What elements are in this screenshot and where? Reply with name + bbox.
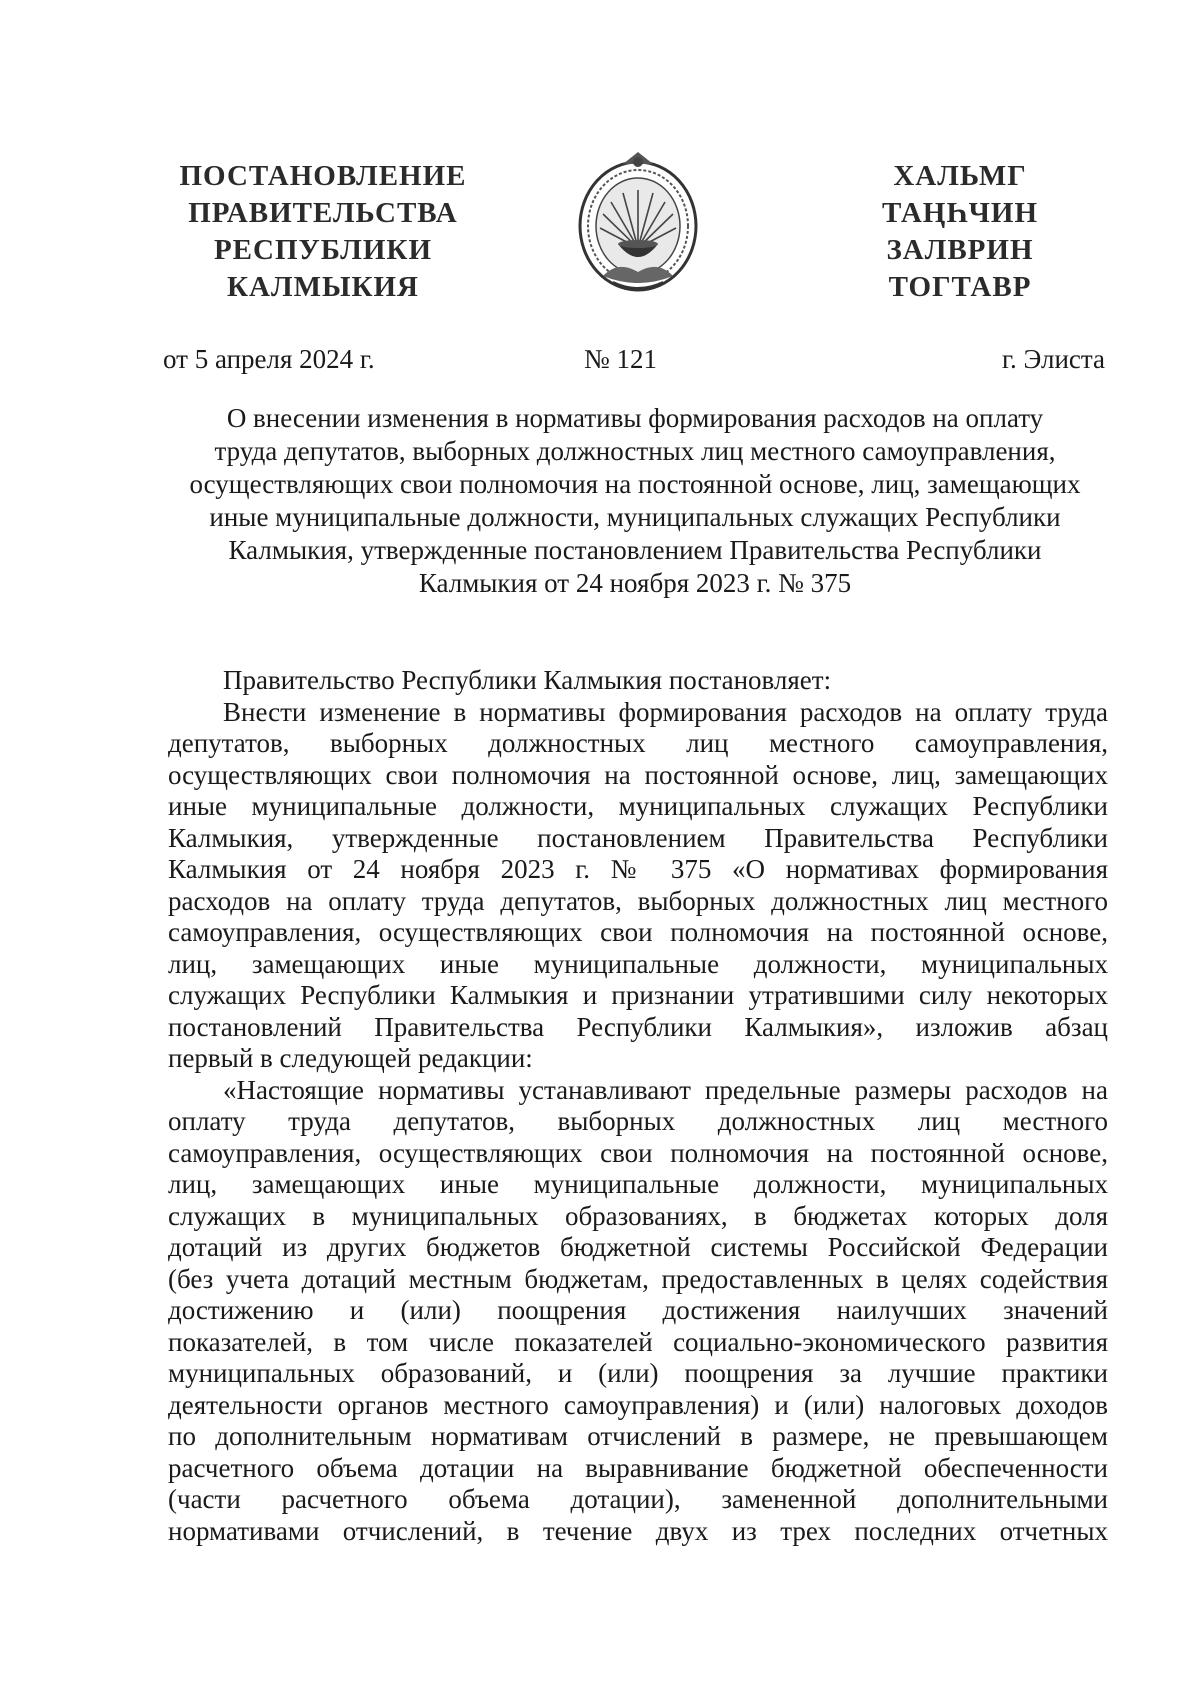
- paragraph-1-line: служащих Республики Калмыкия и признании утратившими силу некоторых: [168, 980, 1108, 1010]
- header-left-line: ПОСТАНОВЛЕНИЕ: [179, 160, 467, 192]
- document-number: № 121: [584, 344, 658, 374]
- header-left-line: РЕСПУБЛИКИ: [213, 234, 433, 266]
- title-line: труда депутатов, выборных должностных лиц местного самоуправления,: [214, 436, 1056, 466]
- header-right-line: ТОГТАВР: [888, 271, 1032, 303]
- paragraph-1-line: депутатов, выборных должностных лиц местного самоуправления,: [168, 728, 1108, 758]
- document-date: от 5 апреля 2024 г.: [163, 344, 375, 374]
- title-line: иные муниципальные должности, муниципальных служащих Республики: [209, 502, 1061, 532]
- paragraph-2-line: оплату труда депутатов, выборных должностных лиц местного: [168, 1106, 1108, 1136]
- paragraph-1-line: иные муниципальные должности, муниципальных служащих Республики: [168, 791, 1108, 821]
- paragraph-1-line: Калмыкия от 24 ноября 2023 г. № 375 «О нормативах формирования: [168, 854, 1108, 884]
- document-city: г. Элиста: [1002, 344, 1106, 374]
- paragraph-1-line: первый в следующей редакции:: [168, 1043, 533, 1073]
- paragraph-1-line: самоуправления, осуществляющих свои полномочия на постоянной основе,: [168, 917, 1108, 947]
- paragraph-2-line: деятельности органов местного самоуправления) и (или) налоговых доходов: [168, 1389, 1108, 1420]
- paragraph-2-line: «Настоящие нормативы устанавливают предельные размеры расходов на: [223, 1074, 1108, 1105]
- header-right-line: ХАЛЬМГ: [893, 160, 1027, 192]
- title-line: Калмыкия от 24 ноября 2023 г. № 375: [418, 568, 852, 598]
- paragraph-2-line: муниципальных образований, и (или) поощрения за лучшие практики: [168, 1358, 1108, 1388]
- paragraph-1-line: лиц, замещающих иные муниципальные должности, муниципальных: [168, 948, 1108, 979]
- header-right-line: ТАҢҺЧИН: [881, 197, 1039, 229]
- header-kalmyk-title: [860, 160, 1060, 308]
- paragraph-2-line: (без учета дотаций местным бюджетам, предоставленных в целях содействия: [168, 1263, 1108, 1294]
- paragraph-1-line: расходов на оплату труда депутатов, выборных должностных лиц местного: [168, 885, 1108, 916]
- paragraph-2-line: самоуправления, осуществляющих свои полномочия на постоянной основе,: [168, 1137, 1108, 1168]
- paragraph-1-line: постановлений Правительства Республики Калмыкия», изложив абзац: [168, 1011, 1108, 1042]
- paragraph-2-line: лиц, замещающих иные муниципальные должности, муниципальных: [168, 1169, 1108, 1199]
- paragraph-2-line: служащих в муниципальных образованиях, в бюджетах которых доля: [168, 1200, 1108, 1231]
- paragraph-2-line: расчетного объема дотации на выравнивание бюджетной обеспеченности: [168, 1452, 1108, 1483]
- header-left-line: КАЛМЫКИЯ: [227, 271, 419, 303]
- header-left-line: ПРАВИТЕЛЬСТВА: [188, 197, 458, 229]
- paragraph-2-line: показателей, в том числе показателей социально-экономического развития: [168, 1326, 1108, 1357]
- paragraph-2-line: дотаций из других бюджетов бюджетной системы Российской Федерации: [168, 1232, 1108, 1262]
- kalmykia-emblem-icon: [573, 148, 703, 298]
- paragraph-2-line: по дополнительным нормативам отчислений в размере, не превышающем: [168, 1421, 1108, 1451]
- title-line: осуществляющих свои полномочия на постоянной основе, лиц, замещающих: [189, 469, 1081, 499]
- document-title: [160, 402, 1110, 600]
- paragraph-1-line: Внести изменение в нормативы формирования расходов на оплату труда: [223, 696, 1108, 727]
- intro-line: Правительство Республики Калмыкия постановляет:: [223, 665, 832, 695]
- header-russian-title: [168, 160, 478, 308]
- paragraph-2-line: (части расчетного объема дотации), замененной дополнительными: [168, 1484, 1108, 1514]
- document-body: [168, 665, 1108, 1547]
- paragraph-2-line: достижению и (или) поощрения достижения наилучших значений: [168, 1295, 1108, 1325]
- paragraph-2-line: нормативами отчислений, в течение двух из трех последних отчетных: [168, 1515, 1108, 1546]
- paragraph-1-line: Калмыкия, утвержденные постановлением Правительства Республики: [168, 822, 1108, 853]
- header-right-line: ЗАЛВРИН: [886, 234, 1034, 266]
- title-line: О внесении изменения в нормативы формирования расходов на оплату: [226, 403, 1044, 433]
- title-line: Калмыкия, утвержденные постановлением Правительства Республики: [228, 535, 1042, 565]
- paragraph-1-line: осуществляющих свои полномочия на постоянной основе, лиц, замещающих: [168, 759, 1108, 790]
